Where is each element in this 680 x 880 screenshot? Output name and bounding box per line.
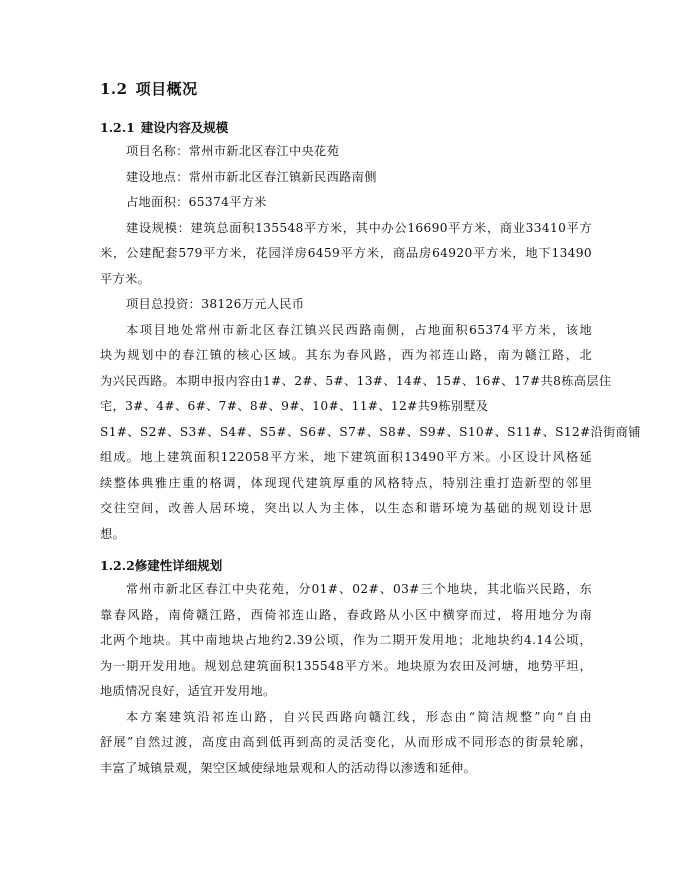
project-name-line: 项目名称：常州市新北区春江中央花苑	[126, 144, 340, 158]
description-line-5: S1#、S2#、S3#、S4#、S5#、S6#、S7#、S8#、S9#、S10#、S11#、S12#沿街商铺	[100, 424, 641, 439]
section-heading	[100, 78, 198, 99]
planning-para1-line-5: 地质情况良好，适宜开发用地。	[100, 684, 276, 698]
description-line-1: 本项目地处常州市新北区春江镇兴民西路南侧，占地面积65374平方米，该地	[126, 322, 592, 337]
planning-block	[100, 577, 592, 781]
description-line-7: 续整体典雅庄重的格调，体现现代建筑厚重的风格特点，特别注重打造新型的邻里	[100, 475, 592, 490]
description-line-9: 想。	[100, 526, 126, 541]
project-location-line: 建设地点：常州市新北区春江镇新民西路南侧	[126, 169, 377, 184]
subsection-number-2: 1.2.2	[100, 558, 135, 573]
subsection-number-1: 1.2.1	[100, 120, 135, 135]
section-number: 1.2	[100, 80, 128, 98]
project-area-line: 占地面积：65374平方米	[126, 195, 267, 209]
project-scale-line-1: 建设规模：建筑总面积135548平方米，其中办公16690平方米，商业33410平方	[126, 220, 592, 235]
description-line-3: 为兴民西路。本期申报内容由1#、2#、5#、13#、14#、15#、16#、17#共8栋高层住	[100, 373, 612, 388]
subsection-heading-1	[100, 118, 228, 136]
planning-para1-line-2: 靠春风路，南倚赣江路，西倚祁连山路，春政路从小区中横穿而过，将用地分为南	[100, 607, 592, 622]
subsection-title-2: 修建性详细规划	[134, 558, 223, 573]
planning-para1-line-4: 为一期开发用地。规划总建筑面积135548平方米。地块原为农田及河塘，地势平坦，	[100, 658, 592, 673]
planning-para2-line-2: 舒展”自然过渡，高度由高到低再到高的灵活变化，从而形成不同形态的街景轮廓，	[100, 735, 592, 749]
planning-para1-line-1: 常州市新北区春江中央花苑，分01#、02#、03#三个地块，其北临兴民路，东	[126, 582, 592, 596]
project-investment-line: 项目总投资：38126万元人民币	[126, 297, 305, 311]
description-line-8: 交往空间，改善人居环境，突出以人为主体，以生态和谐环境为基础的规划设计思	[100, 501, 592, 515]
subsection-title-1: 建设内容及规模	[140, 120, 229, 135]
section-title: 项目概况	[135, 80, 198, 98]
project-scale-line-2: 米，公建配套579平方米，花园洋房6459平方米，商品房64920平方米，地下13490	[100, 246, 592, 260]
subsection-heading-2	[100, 556, 222, 574]
description-line-6: 组成。地上建筑面积122058平方米，地下建筑面积13490平方米。小区设计风格延	[100, 450, 592, 464]
project-scale-line-3: 平方米。	[100, 271, 151, 286]
project-info-block	[100, 139, 641, 547]
description-line-2: 块为规划中的春江镇的核心区域。其东为春风路，西为祁连山路，南为赣江路，北	[100, 348, 592, 362]
planning-para2-line-3: 丰富了城镇景观，架空区域使绿地景观和人的活动得以渗透和延伸。	[100, 760, 477, 775]
planning-para2-line-1: 本方案建筑沿祁连山路，自兴民西路向赣江线，形态由“简洁规整”向“自由	[126, 709, 592, 724]
description-line-4: 宅，3#、4#、6#、7#、8#、9#、10#、11#、12#共9栋别墅及	[100, 399, 489, 413]
planning-para1-line-3: 北两个地块。其中南地块占地约2.39公顷，作为二期开发用地；北地块约4.14公顷，	[100, 633, 592, 647]
